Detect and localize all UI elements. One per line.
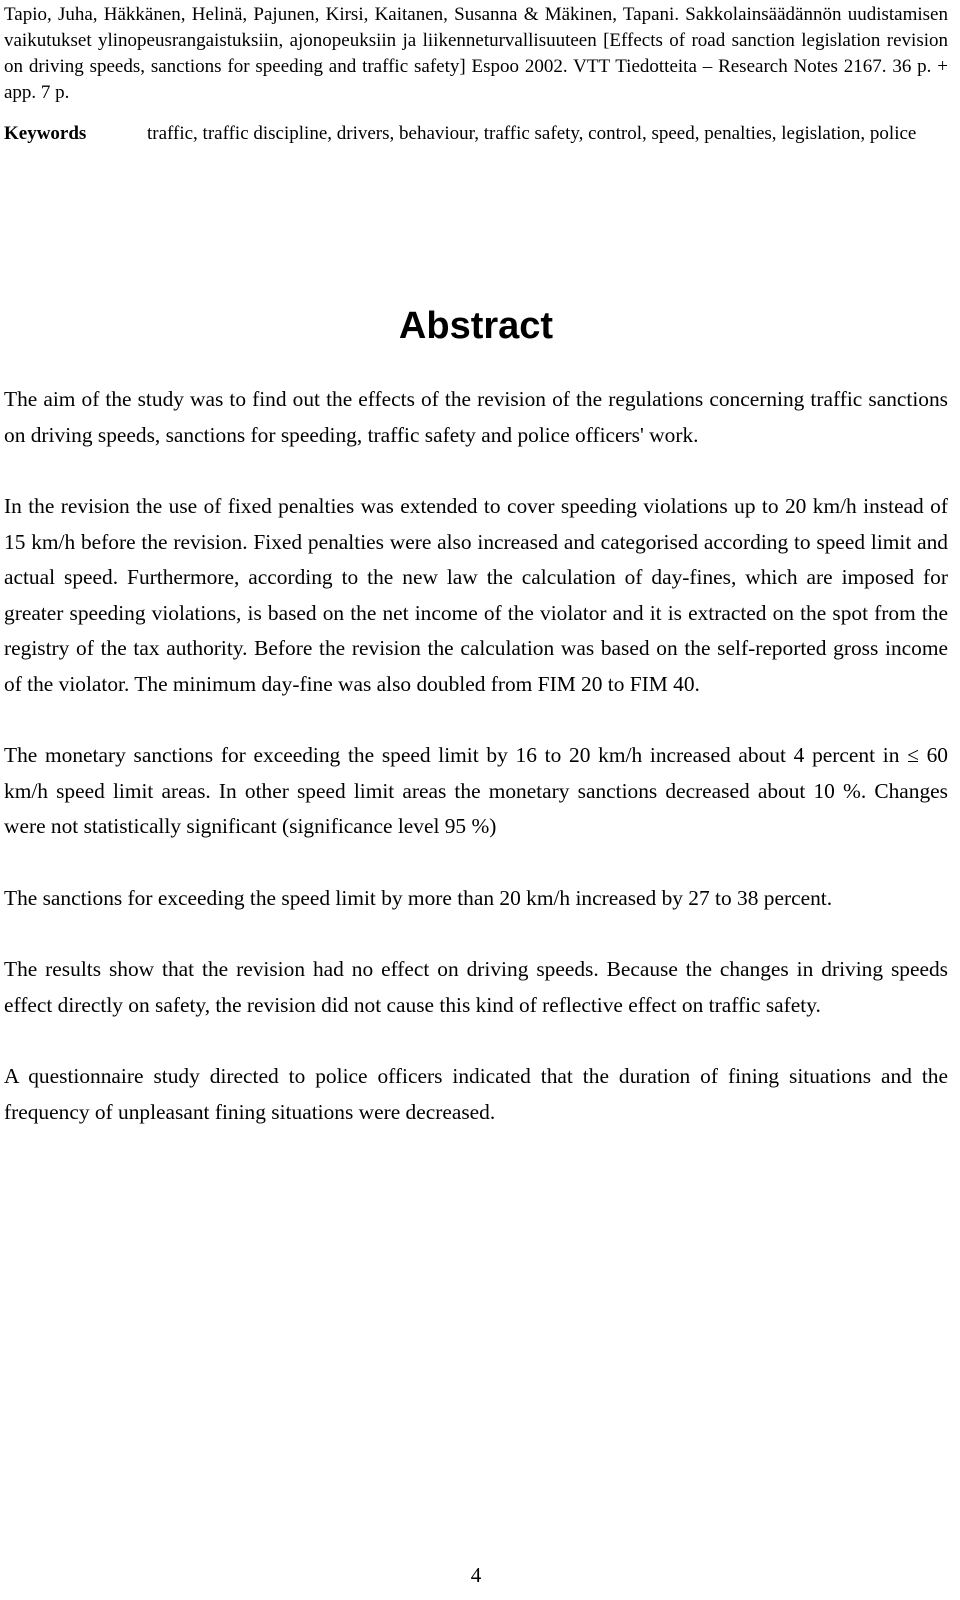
abstract-paragraph: The aim of the study was to find out the effects of the revision of the regulations concerning traffic sanctions on driving speeds, sanctions for speeding, traffic safety and police officers' work. (4, 387, 948, 447)
abstract-paragraph: The sanctions for exceeding the speed limit by more than 20 km/h increased by 27 to 38 percent. (4, 885, 833, 910)
page-number: 4 (470, 1563, 482, 1587)
abstract-body (4, 382, 948, 1166)
abstract-paragraph: In the revision the use of fixed penalties was extended to cover speeding violations up to 20 km/h instead of 15 km/h before the revision. Fixed penalties were also increased and categorised according to speed limit and actual speed. Furthermore, according to the new law the calculation of day-fines, which are imposed for greater speeding violations, is based on the net income of the violator and it is extracted on the spot from the registry of the tax authority. Before the revision the calculation was based on the self-reported gross income of the violator. The minimum day-fine was also doubled from FIM 20 to FIM 40. (4, 494, 948, 696)
abstract-paragraph: The results show that the revision had no effect on driving speeds. Because the changes in driving speeds effect directly on safety, the revision did not cause this kind of reflective effect on traffic safety. (4, 957, 948, 1017)
bibliographic-citation: Tapio, Juha, Häkkänen, Helinä, Pajunen, Kirsi, Kaitanen, Susanna & Mäkinen, Tapani. Sakkolainsäädännön uudistamisen vaikutukset ylinopeusrangaistuksiin, ajonopeuksiin ja liikenneturvallisuuteen [Effects of road sanction legislation revision on driving speeds, sanctions for speeding and traffic safety] Espoo 2002. VTT Tiedotteita – Research Notes 2167. 36 p. + app. 7 p. (4, 4, 948, 103)
keywords-list: traffic, traffic discipline, drivers, behaviour, traffic safety, control, speed, penalties, legislation, police (147, 123, 917, 144)
abstract-heading: Abstract (398, 305, 554, 347)
abstract-paragraph: The monetary sanctions for exceeding the speed limit by 16 to 20 km/h increased about 4 percent in ≤ 60 km/h speed limit areas. In other speed limit areas the monetary sanctions decreased about 10 %. Changes were not statistically significant (significance level 95 %) (4, 743, 948, 838)
abstract-paragraph: A questionnaire study directed to police officers indicated that the duration of fining situations and the frequency of unpleasant fining situations were decreased. (4, 1064, 948, 1124)
keywords-label: Keywords (4, 123, 87, 144)
document-page (4, 0, 952, 1600)
